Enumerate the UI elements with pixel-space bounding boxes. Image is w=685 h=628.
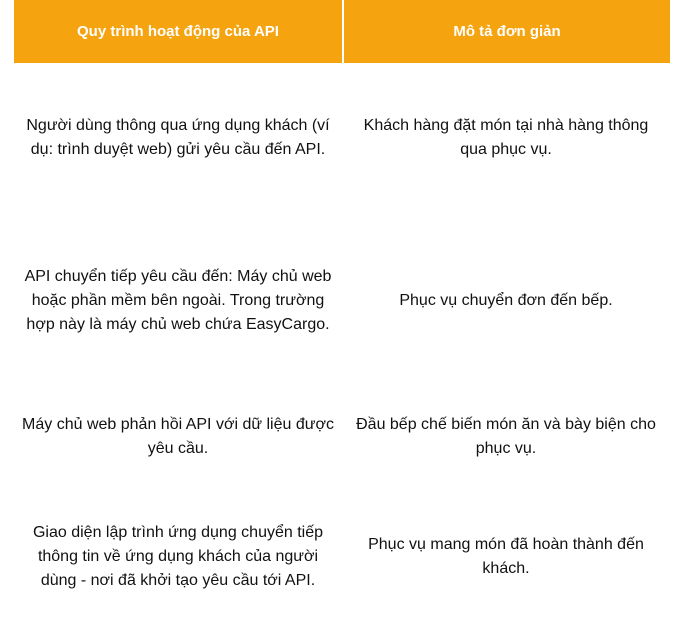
- process-cell: API chuyển tiếp yêu cầu đến: Máy chủ web hoặc phần mềm bên ngoài. Trong trường hợp này là máy chủ web chứa EasyCargo.: [24, 267, 332, 333]
- table-row: [14, 388, 670, 485]
- table-row: [14, 485, 670, 628]
- process-cell: Giao diện lập trình ứng dụng chuyển tiếp thông tin về ứng dụng khách của người dùng - nơi đã khởi tạo yêu cầu tới API.: [32, 523, 324, 589]
- process-cell: Người dùng thông qua ứng dụng khách (ví dụ: trình duyệt web) gửi yêu cầu đến API.: [26, 117, 330, 158]
- description-cell: Khách hàng đặt món tại nhà hàng thông qua phục vụ.: [363, 117, 649, 158]
- description-cell: Phục vụ mang món đã hoàn thành đến khách.: [368, 535, 644, 577]
- header-api-process: Quy trình hoạt động của API: [14, 0, 344, 63]
- table-row: [14, 213, 670, 388]
- table-row: [14, 63, 670, 213]
- comparison-table: [14, 0, 670, 628]
- description-cell: Phục vụ chuyển đơn đến bếp.: [399, 291, 613, 309]
- description-cell: Đầu bếp chế biến món ăn và bày biện cho phục vụ.: [356, 415, 656, 457]
- header-simple-description: Mô tả đơn giản: [344, 0, 670, 63]
- process-cell: Máy chủ web phản hồi API với dữ liệu được yêu cầu.: [22, 415, 334, 457]
- table-header-row: [14, 0, 670, 63]
